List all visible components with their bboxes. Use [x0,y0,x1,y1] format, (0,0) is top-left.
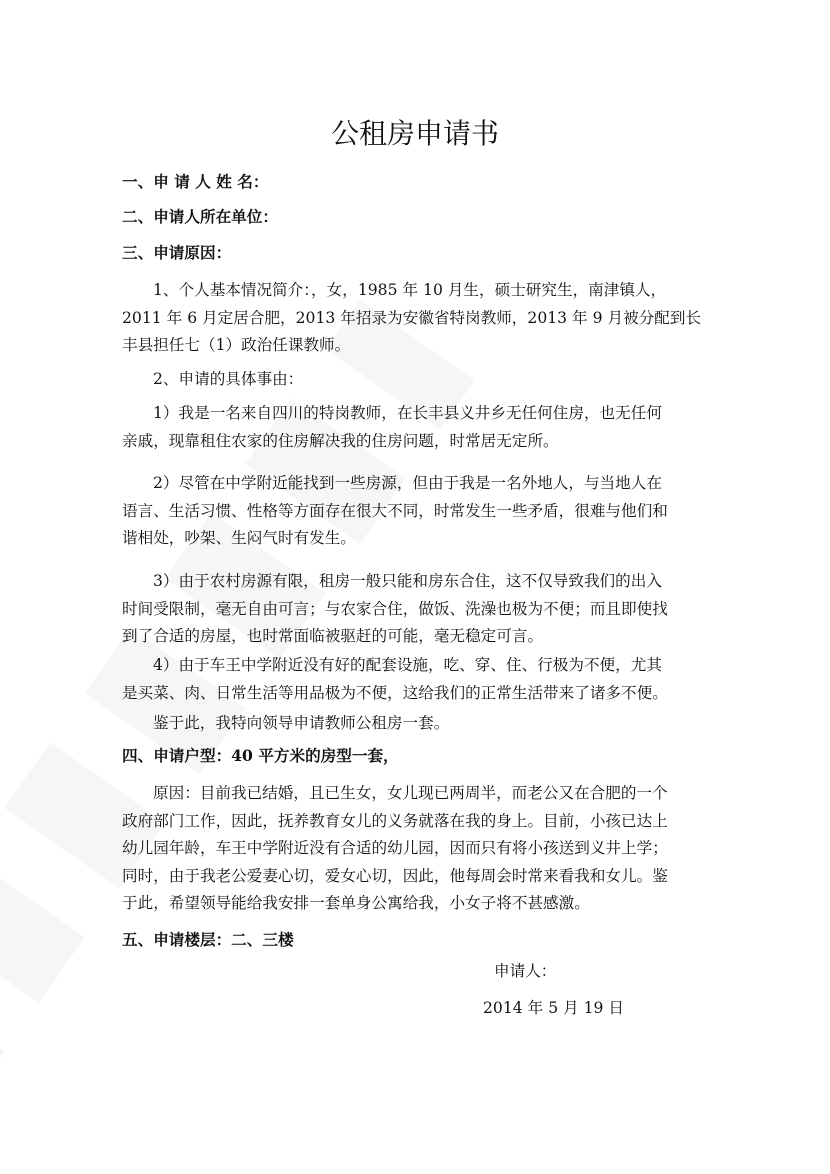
paragraph-reason-4 [122,652,722,707]
paragraph-personal-info [122,277,722,360]
line: 1）我是一名来自四川的特岗教师，在长丰县义井乡无任何住房，也无任何 [153,404,662,422]
paragraph-reason-1 [122,400,722,455]
section-applicant-unit: 二、申请人所在单位： [122,207,278,226]
line: 1、个人基本情况简介：，女，1985 年 10 月生，硕士研究生，南津镇人， [153,281,667,299]
line: 4）由于车王中学附近没有好的配套设施，吃、穿、住、行极为不便，尤其 [153,656,662,674]
section-floor: 五、申请楼层：二、三楼 [122,930,294,949]
line: 幼儿园年龄，车王中学附近没有合适的幼儿园，因而只有将小孩送到义井上学； [122,839,668,857]
line: 2011 年 6 月定居合肥，2013 年招录为安徽省特岗教师，2013 年 9 月被分配到长 [122,308,702,327]
line: 到了合适的房屋，也时常面临被驱赶的可能，毫无稳定可言。 [122,627,544,645]
paragraph-reason-2 [122,470,722,553]
section-reason-heading: 三、申请原因： [122,243,232,262]
paragraph-reason-3 [122,568,722,651]
line: 3）由于农村房源有限，租房一般只能和房东合住，这不仅导致我们的出入 [153,572,662,590]
section-unit-type: 四、申请户型：40 平方米的房型一套， [122,746,399,765]
line: 亲戚，现靠租住农家的住房解决我的住房问题，时常居无定所。 [122,431,559,450]
line: 语言、生活习惯、性格等方面存在很大不同，时常发生一些矛盾，很难与他们和 [122,501,668,520]
line: 是买菜、肉、日常生活等用品极为不便，这给我们的正常生活带来了诸多不便。 [122,683,668,702]
application-date: 2014 年 5 月 19 日 [483,999,625,1017]
paragraph-conclusion [122,710,722,738]
paragraph-unit-reason [122,780,722,918]
line: 丰县担任七（1）政治任课教师。 [122,336,351,354]
line: 原因：目前我已结婚，且已生女，女儿现已两周半，而老公又在合肥的一个 [153,784,668,802]
applicant-signature-label: 申请人： [494,962,557,980]
line: 政府部门工作，因此，抚养教育女儿的义务就落在我的身上。目前，小孩已达上 [122,811,668,830]
line: 同时，由于我老公爱妻心切，爱女心切，因此，他每周会时常来看我和女儿。鉴 [122,866,668,885]
line: 2、申请的具体事由： [153,370,304,388]
line: 时间受限制，毫无自由可言；与农家合住，做饭、洗澡也极为不便；而且即使找 [122,599,668,618]
document-title: 公租房申请书 [330,117,499,150]
line: 鉴于此，我特向领导申请教师公租房一套。 [153,714,450,732]
section-applicant-name: 一、申 请 人 姓 名： [122,172,269,191]
line: 2）尽管在中学附近能找到一些房源，但由于我是一名外地人，与当地人在 [153,474,662,492]
paragraph-specific-reasons [122,366,722,394]
line: 于此，希望领导能给我安排一套单身公寓给我，小女子将不甚感激。 [122,894,590,912]
line: 谐相处，吵架、生闷气时有发生。 [122,529,356,547]
